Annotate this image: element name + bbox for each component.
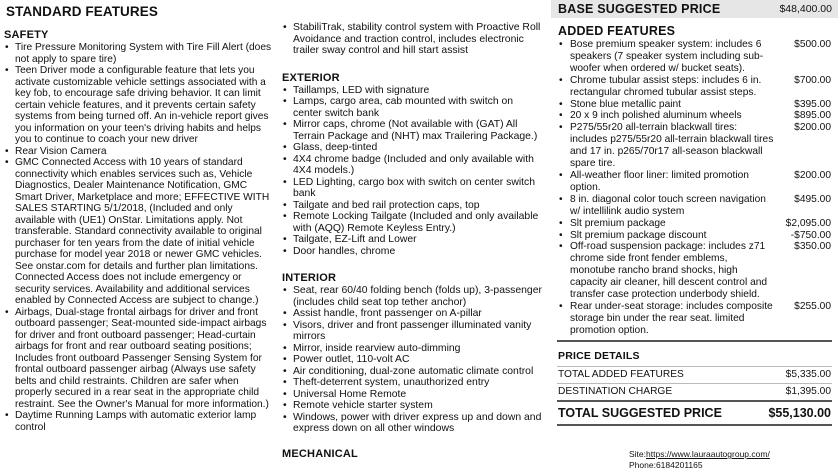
added-feature-description: Off-road suspension package: includes z71 chrome side front fender emblems, monotube rancho brand shocks, high capacity air cleaner, hill descent control and transfer case protection underbody shield. (570, 241, 768, 301)
feature-item: • Tailgate and bed rail protection caps, top (282, 200, 544, 212)
pricing-column (551, 0, 838, 426)
feature-item: • Mirror, inside rearview auto-dimming (282, 343, 544, 355)
total-added-label: TOTAL ADDED FEATURES (558, 369, 684, 381)
feature-item: • Taillamps, LED with signature (282, 85, 544, 97)
added-feature-item (558, 75, 838, 99)
feature-item: • Mirror caps, chrome (Not available with (GAT) All Terrain Package and (NHT) max Trailering Package.) (282, 119, 544, 142)
feature-item: • Universal Home Remote (282, 389, 544, 401)
divider (557, 424, 832, 426)
bullet-icon: • (559, 229, 563, 241)
bullet-icon: • (559, 110, 563, 122)
added-feature-price: $495.00 (794, 193, 831, 205)
base-price-value: $48,400.00 (779, 3, 832, 15)
added-feature-description: Bose premium speaker system: includes 6 speakers (7 speaker system including sub-woofer when ordered w/ bucket seats). (570, 39, 764, 74)
total-added-value: $5,335.00 (785, 369, 831, 381)
feature-item: • 4X4 chrome badge (Included and only available with 4X4 models.) (282, 154, 544, 177)
feature-item: • Visors, driver and front passenger illuminated vanity mirrors (282, 320, 544, 343)
bullet-icon: • (559, 169, 563, 181)
feature-item: • Daytime Running Lamps with automatic exterior lamp control (4, 410, 272, 433)
exterior-heading: EXTERIOR (282, 71, 340, 84)
feature-item: • Seat, rear 60/40 folding bench (folds up), 3-passenger (includes child seat top tether anchor) (282, 285, 544, 308)
bullet-icon: • (559, 241, 563, 253)
added-feature-price: -$750.00 (790, 229, 831, 241)
total-price-label: TOTAL SUGGESTED PRICE (558, 405, 722, 420)
bullet-icon: • (559, 193, 563, 205)
added-feature-description: Rear under-seat storage: includes composite storage bin under the rear seat. limited promotion option. (570, 300, 773, 336)
added-feature-description: 8 in. diagonal color touch screen navigation w/ intellilink audio system (570, 193, 766, 217)
bullet-icon: • (559, 39, 563, 50)
added-feature-item (558, 99, 838, 111)
added-features-list (551, 39, 838, 337)
feature-item: • StabiliTrak, stability control system with Proactive Roll Avoidance and traction control, includes electronic trailer sway control and hill start assist (282, 22, 544, 57)
added-feature-item (558, 194, 838, 218)
site-link[interactable]: https://www.lauraautogroup.com/ (646, 449, 770, 459)
added-feature-price: $395.00 (794, 98, 831, 110)
feature-item: • GMC Connected Access with 10 years of standard connectivity which enables services such as, Vehicle Diagnostics, Dealer Maintenance Notification, GMC Smart Driver, Marketplace and more; EFFECTIVE WITH SALES STARTING 5/1/2018, (Included and only available with (UE1) OnStar. Limitations apply. Not transferable. Standard connectivity available to original purchaser for ten years from the date of initial vehicle purchase for model year 2018 or newer GMC vehicles. See onstar.com for details and further plan limitations. Connected Access does not include emergency or security services. Availability and additional services enabled by Connected Access are subject to change.) (4, 157, 272, 307)
interior-heading: INTERIOR (282, 272, 337, 284)
added-features-heading: ADDED FEATURES (558, 24, 676, 38)
divider (557, 340, 832, 342)
feature-item: • Teen Driver mode a configurable feature that lets you activate customizable vehicle settings associated with a key fob, to encourage safe driving behavior. It can limit certain vehicle features, and it prevents certain safety systems from being turned off. An in-vehicle report gives you information on your teen's driving habits and helps you to continue to coach your new driver (4, 65, 272, 146)
feature-item: • LED Lighting, cargo box with switch on center switch bank (282, 177, 544, 200)
added-feature-description: 20 x 9 inch polished aluminum wheels (570, 110, 742, 122)
added-feature-item (558, 241, 838, 301)
feature-item: • Theft-deterrent system, unauthorized entry (282, 377, 544, 389)
standard-features-title: STANDARD FEATURES (6, 4, 158, 19)
bullet-icon: • (559, 98, 563, 110)
added-feature-price: $2,095.00 (785, 217, 831, 229)
added-feature-price: $500.00 (794, 39, 831, 50)
feature-item: • Tire Pressure Monitoring System with Tire Fill Alert (does not apply to spare tire) (4, 42, 272, 65)
added-feature-description: P275/55r20 all-terrain blackwall tires: includes p275/55r20 all-terrain blackwall tires and 17 in. p265/70r17 all-season blackwall spare tire. (570, 122, 774, 170)
bullet-icon: • (559, 122, 563, 134)
feature-item: • Lamps, cargo area, cab mounted with switch on center switch bank (282, 96, 544, 119)
interior-list (282, 285, 544, 435)
phone-line (629, 460, 770, 471)
destination-row (551, 384, 838, 400)
added-feature-item (558, 110, 838, 122)
base-price-label: BASE SUGGESTED PRICE (558, 2, 721, 16)
added-feature-description: Slt premium package (570, 217, 666, 229)
added-feature-item (558, 170, 838, 194)
phone-value: 6184201165 (655, 460, 703, 470)
feature-item: • Rear Vision Camera (4, 146, 272, 158)
added-feature-price: $350.00 (794, 241, 831, 253)
feature-item: • Remote Locking Tailgate (Included and only available with (AQQ) Remote Keyless Entry.) (282, 211, 544, 234)
total-price-row (551, 402, 838, 424)
price-details-heading: PRICE DETAILS (558, 349, 640, 362)
site-line (629, 449, 770, 460)
safety-list (4, 42, 272, 433)
bullet-icon: • (559, 300, 563, 312)
dealer-contact (629, 449, 770, 471)
feature-item: • Air conditioning, dual-zone automatic climate control (282, 366, 544, 378)
added-feature-price: $200.00 (794, 169, 831, 181)
added-feature-price: $895.00 (794, 110, 831, 122)
added-feature-description: Stone blue metallic paint (570, 98, 681, 110)
added-feature-description: All-weather floor liner: limited promotion option. (570, 169, 749, 193)
feature-item: • Assist handle, front passenger on A-pillar (282, 308, 544, 320)
total-added-row (551, 367, 838, 383)
added-feature-price: $255.00 (794, 300, 831, 312)
added-feature-description: Chrome tubular assist steps: includes 6 in. rectangular chromed tubular assist steps. (570, 74, 762, 98)
bullet-icon: • (559, 74, 563, 86)
total-price-value: $55,130.00 (768, 405, 831, 420)
added-feature-item (558, 122, 838, 170)
feature-item: • Windows, power with driver express up and down and express down on all other windows (282, 412, 544, 435)
added-feature-price: $200.00 (794, 122, 831, 134)
feature-item: • Airbags, Dual-stage frontal airbags for driver and front outboard passenger; Seat-mounted side-impact airbags for driver and front outboard passenger; Head-curtain airbags for front and rear outboard seating positions; Includes front outboard Passenger Sensing System for frontal outboard passenger airbag (Always use safety belts and child restraints. Children are safer when properly secured in a rear seat in the appropriate child restraint. See the Owner's Manual for more information.) (4, 307, 272, 411)
standard-features-column-2 (282, 0, 544, 461)
destination-label: DESTINATION CHARGE (558, 386, 673, 398)
destination-value: $1,395.00 (785, 386, 831, 398)
exterior-list (282, 85, 544, 258)
added-feature-item (558, 39, 838, 75)
added-feature-item (558, 230, 838, 242)
feature-item: • Door handles, chrome (282, 246, 544, 258)
feature-item: • Glass, deep-tinted (282, 142, 544, 154)
mechanical-heading: MECHANICAL (282, 447, 358, 460)
standard-features-column-1 (4, 0, 272, 433)
safety-heading: SAFETY (4, 29, 49, 41)
base-price-band (551, 0, 838, 18)
added-feature-price: $700.00 (794, 74, 831, 86)
added-feature-description: Slt premium package discount (570, 229, 707, 241)
added-feature-item (558, 301, 838, 337)
bullet-icon: • (559, 217, 563, 229)
safety-continued-list (282, 22, 544, 57)
feature-item: • Remote vehicle starter system (282, 400, 544, 412)
phone-label: Phone: (629, 460, 656, 470)
feature-item: • Tailgate, EZ-Lift and Lower (282, 234, 544, 246)
site-label: Site: (629, 449, 647, 459)
added-feature-item (558, 218, 838, 230)
feature-item: • Power outlet, 110-volt AC (282, 354, 544, 366)
